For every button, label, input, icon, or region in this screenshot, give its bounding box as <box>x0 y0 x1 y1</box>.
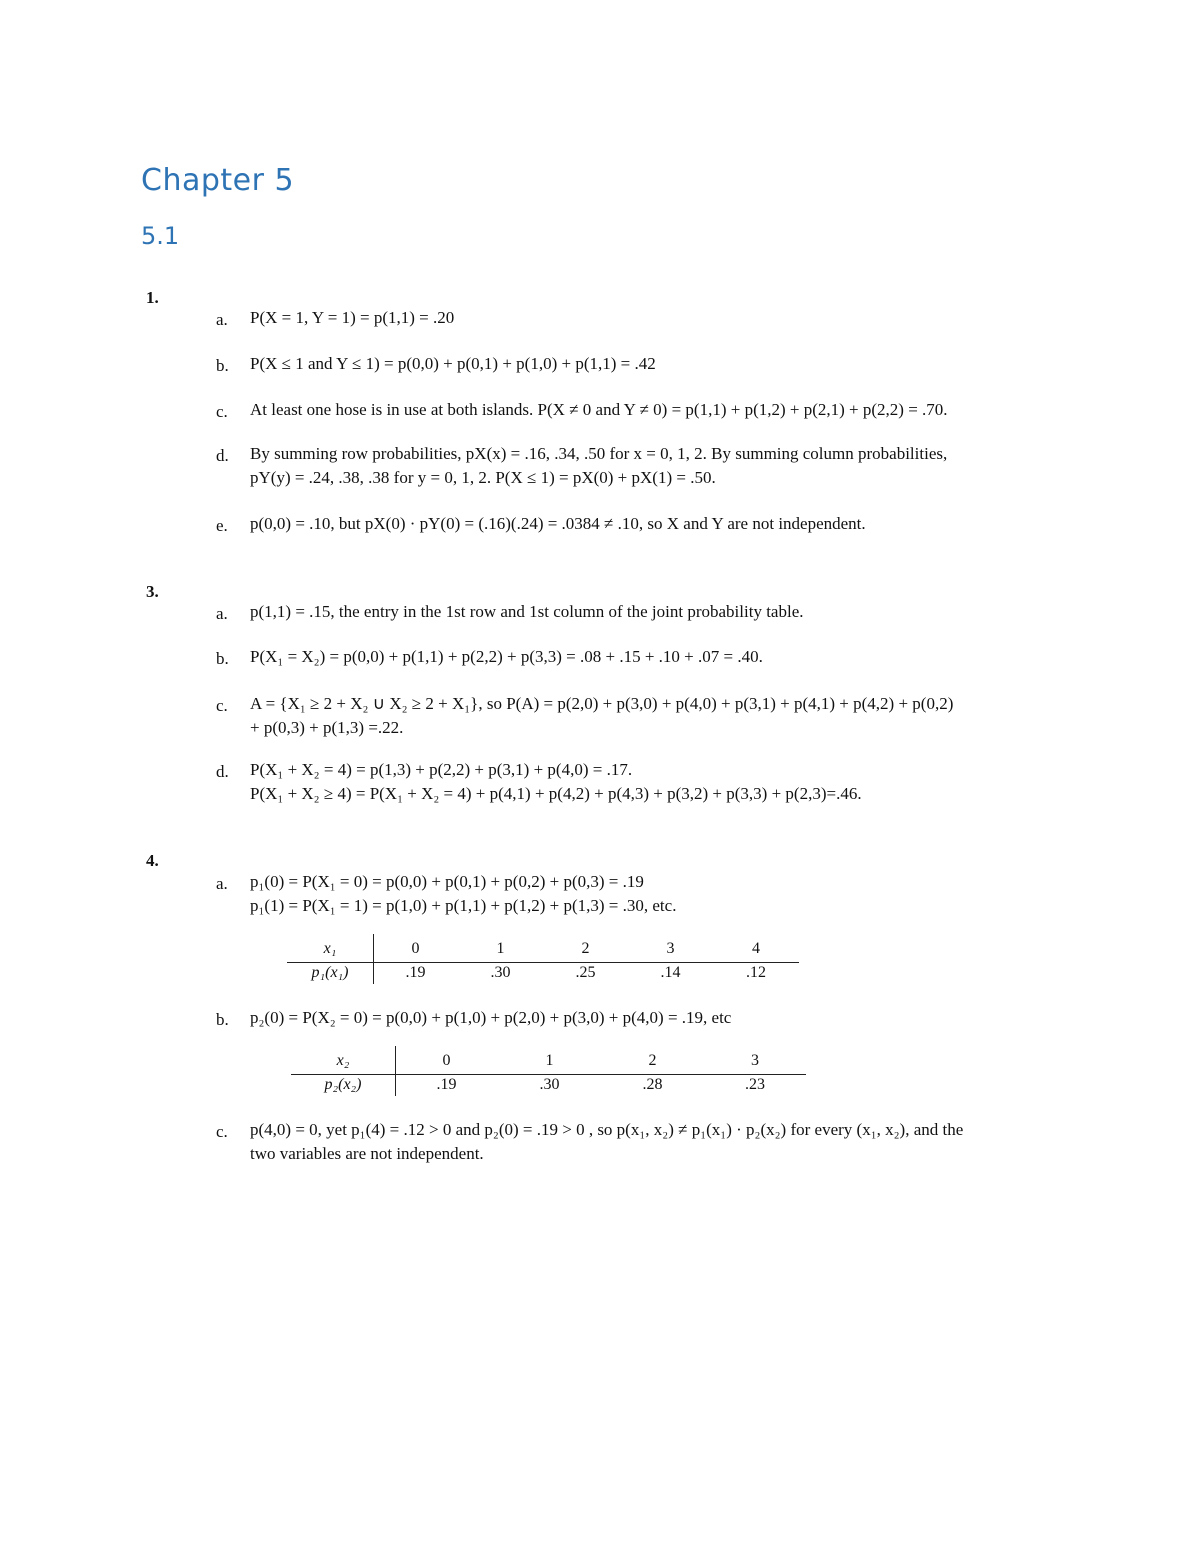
table-cell: .25 <box>575 964 596 981</box>
part-label: b. <box>216 356 229 375</box>
part-line: pY(y) = .24, .38, .38 for y = 0, 1, 2. P(X ≤ 1) = pX(0) + pX(1) = .50. <box>250 468 716 487</box>
table-row <box>291 1052 806 1074</box>
part-line: P(X₁ + X₂ ≥ 4) = P(X₁ + X₂ = 4) + p(4,1) + p(4,2) + p(4,3) + p(3,2) + p(3,3) + p(2,3)=.46. <box>250 784 862 803</box>
problem-number: 3. <box>146 582 159 601</box>
part-text <box>250 512 866 536</box>
part-text <box>250 1006 731 1030</box>
part-text <box>250 600 804 624</box>
part-line: P(X₁ + X₂ = 4) = p(1,3) + p(2,2) + p(3,1) + p(4,0) = .17. <box>250 760 633 779</box>
table-cell: .19 <box>405 964 426 981</box>
table-cell: .14 <box>660 964 681 981</box>
table-header-label: x₂ <box>336 1052 350 1069</box>
table-cell: 2 <box>581 940 590 957</box>
table-cell: 0 <box>411 940 420 957</box>
part-text <box>250 352 656 376</box>
part-line: p₁(0) = P(X₁ = 0) = p(0,0) + p(0,1) + p(0,2) + p(0,3) = .19 <box>250 872 644 891</box>
table-rule <box>287 962 799 963</box>
table-rule <box>291 1074 806 1075</box>
part-label: d. <box>216 446 229 465</box>
part-label: a. <box>216 310 228 329</box>
table-row <box>291 1076 806 1098</box>
part-text <box>250 1118 963 1166</box>
part-label: d. <box>216 762 229 781</box>
table-cell: 4 <box>752 940 760 957</box>
table-cell: 1 <box>496 940 505 957</box>
part-text <box>250 645 763 669</box>
part-line: p₂(0) = P(X₂ = 0) = p(0,0) + p(1,0) + p(2,0) + p(3,0) + p(4,0) = .19, etc <box>250 1008 732 1027</box>
part-label: a. <box>216 874 228 893</box>
table-row <box>287 940 799 962</box>
table-row <box>287 964 799 986</box>
table-cell: 3 <box>666 940 675 957</box>
part-line: + p(0,3) + p(1,3) =.22. <box>250 718 404 737</box>
part-line: p(1,1) = .15, the entry in the 1st row and 1st column of the joint probability table. <box>250 602 804 621</box>
part-line: two variables are not independent. <box>250 1144 484 1163</box>
marginal-table-x2 <box>291 1052 806 1098</box>
part-text <box>250 758 862 806</box>
table-cell: .30 <box>490 964 511 981</box>
part-text <box>250 442 947 490</box>
part-label: b. <box>216 649 229 668</box>
part-line: p(4,0) = 0, yet p₁(4) = .12 > 0 and p₂(0) = .19 > 0 , so p(x₁, x₂) ≠ p₁(x₁) · p₂(x₂) for every (x₁, x₂), and the <box>250 1120 964 1139</box>
table-cell: .12 <box>746 964 766 981</box>
part-label: a. <box>216 604 228 623</box>
problem-number: 4. <box>146 851 159 870</box>
part-label: c. <box>216 1122 228 1141</box>
part-label: b. <box>216 1010 229 1029</box>
table-cell: .23 <box>745 1076 765 1093</box>
part-line: p₁(1) = P(X₁ = 1) = p(1,0) + p(1,1) + p(1,2) + p(1,3) = .30, etc. <box>250 896 677 915</box>
table-cell: 2 <box>648 1052 657 1069</box>
marginal-table-x1 <box>287 940 799 986</box>
part-text <box>250 870 676 918</box>
part-line: P(X₁ = X₂) = p(0,0) + p(1,1) + p(2,2) + p(3,3) = .08 + .15 + .10 + .07 = .40. <box>250 647 763 666</box>
chapter-title: Chapter 5 <box>141 163 295 198</box>
part-text <box>250 692 953 740</box>
part-line: By summing row probabilities, pX(x) = .16, .34, .50 for x = 0, 1, 2. By summing column probabilities, <box>250 444 948 463</box>
part-text <box>250 306 454 330</box>
table-cell: .28 <box>642 1076 663 1093</box>
part-text <box>250 398 948 422</box>
part-line: P(X = 1, Y = 1) = p(1,1) = .20 <box>250 308 455 327</box>
table-cell: 3 <box>751 1052 759 1069</box>
table-cell: .30 <box>539 1076 560 1093</box>
table-header-label: x₁ <box>323 940 337 957</box>
part-line: p(0,0) = .10, but pX(0) · pY(0) = (.16)(.24) = .0384 ≠ .10, so X and Y are not independent. <box>250 514 866 533</box>
table-value-label: p₂(x₂) <box>324 1076 362 1093</box>
part-line: A = {X₁ ≥ 2 + X₂ ∪ X₂ ≥ 2 + X₁}, so P(A) = p(2,0) + p(3,0) + p(4,0) + p(3,1) + p(4,1) + p(4,2) + p(0,2) <box>250 694 954 713</box>
problem-number: 1. <box>146 288 159 307</box>
section-title: 5.1 <box>141 222 180 250</box>
table-cell: 0 <box>442 1052 451 1069</box>
part-line: At least one hose is in use at both islands. P(X ≠ 0 and Y ≠ 0) = p(1,1) + p(1,2) + p(2,1) + p(2,2) = .70. <box>250 400 948 419</box>
table-value-label: p₁(x₁) <box>311 964 349 981</box>
part-label: e. <box>216 516 228 535</box>
table-cell: .19 <box>436 1076 457 1093</box>
part-label: c. <box>216 402 228 421</box>
part-label: c. <box>216 696 228 715</box>
part-line: P(X ≤ 1 and Y ≤ 1) = p(0,0) + p(0,1) + p(1,0) + p(1,1) = .42 <box>250 354 656 373</box>
table-cell: 1 <box>545 1052 554 1069</box>
